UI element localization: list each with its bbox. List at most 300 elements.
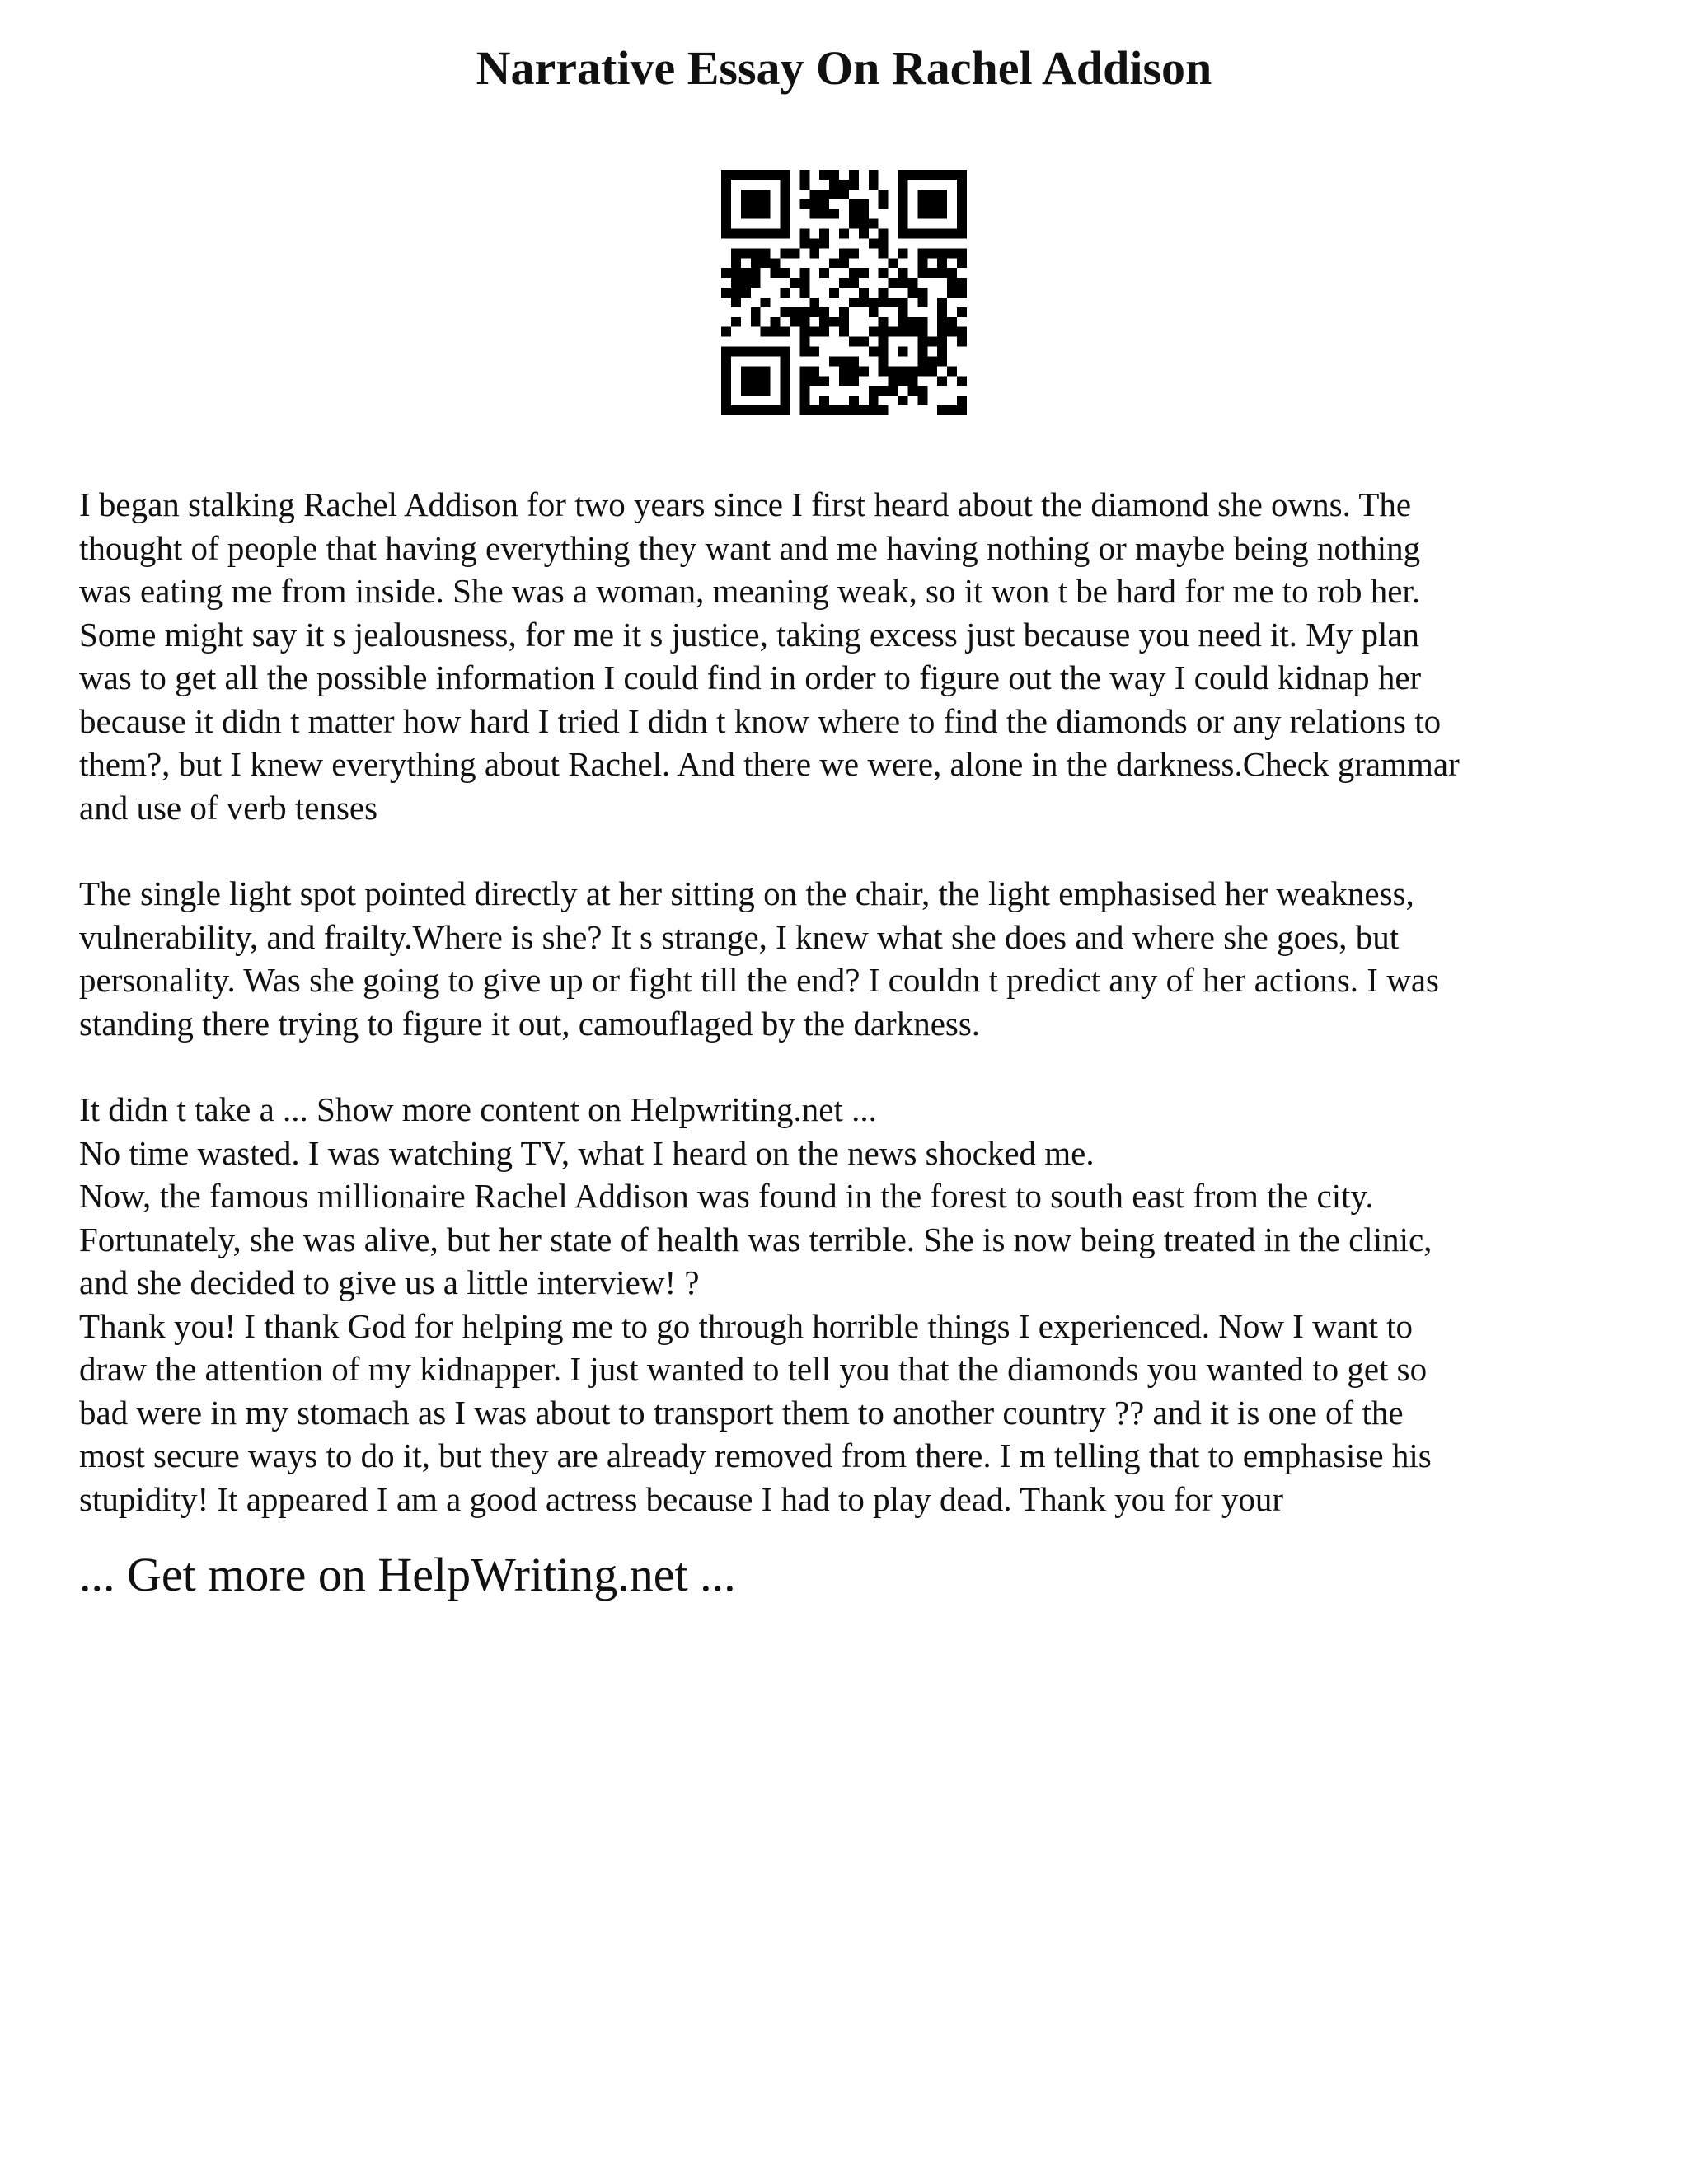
qr-module xyxy=(761,405,771,415)
qr-module xyxy=(839,229,849,239)
qr-module xyxy=(809,238,819,248)
qr-module xyxy=(937,229,947,239)
qr-module xyxy=(751,278,761,288)
qr-module xyxy=(829,170,839,180)
qr-module xyxy=(917,209,927,219)
qr-module xyxy=(809,190,819,199)
qr-module xyxy=(799,347,809,357)
qr-module xyxy=(937,347,947,357)
qr-module xyxy=(879,347,889,357)
qr-module xyxy=(799,317,809,327)
qr-module xyxy=(741,366,751,376)
qr-module xyxy=(771,170,781,180)
qr-module xyxy=(809,327,819,337)
text-line: No time wasted. I was watching TV, what I heard on the news shocked me. xyxy=(79,1133,1095,1172)
qr-module xyxy=(741,209,751,219)
qr-module xyxy=(947,268,957,278)
qr-module xyxy=(917,317,927,327)
qr-module xyxy=(849,366,859,376)
qr-module xyxy=(809,376,819,386)
qr-module xyxy=(781,248,790,258)
qr-module xyxy=(957,396,967,405)
qr-module xyxy=(741,347,751,357)
qr-module xyxy=(957,278,967,288)
qr-module xyxy=(741,268,751,278)
qr-module xyxy=(898,278,908,288)
qr-module xyxy=(849,278,859,288)
qr-module xyxy=(849,376,859,386)
text-line: and use of verb tenses xyxy=(79,788,378,827)
qr-module xyxy=(917,258,927,268)
qr-module xyxy=(859,366,869,376)
qr-module xyxy=(809,347,819,357)
qr-module xyxy=(839,366,849,376)
qr-module xyxy=(917,190,927,199)
text-line: and she decided to give us a little interview! ? xyxy=(79,1263,700,1301)
qr-module xyxy=(809,307,819,317)
text-line: was eating me from inside. She was a woman, meaning weak, so it won t be hard for me to rob her. xyxy=(79,572,1421,610)
qr-module xyxy=(781,229,790,239)
qr-module xyxy=(927,209,937,219)
qr-module xyxy=(741,386,751,396)
qr-module xyxy=(927,356,937,366)
qr-module xyxy=(849,170,859,180)
qr-module xyxy=(819,209,829,219)
qr-module xyxy=(947,317,957,327)
qr-module xyxy=(761,199,771,209)
qr-module xyxy=(741,190,751,199)
qr-module xyxy=(790,248,799,258)
qr-module xyxy=(781,396,790,405)
qr-module xyxy=(839,180,849,190)
qr-module xyxy=(957,209,967,219)
qr-module xyxy=(947,327,957,337)
qr-module xyxy=(849,180,859,190)
qr-module xyxy=(917,229,927,239)
qr-module xyxy=(859,405,869,415)
qr-module xyxy=(879,288,889,298)
essay-body xyxy=(79,483,1637,1521)
qr-module xyxy=(819,317,829,327)
qr-module xyxy=(898,229,908,239)
text-line: stupidity! It appeared I am a good actress because I had to play dead. Thank you for your xyxy=(79,1479,1284,1518)
qr-module xyxy=(771,258,781,268)
qr-module xyxy=(799,229,809,239)
qr-module xyxy=(799,366,809,376)
qr-module xyxy=(799,170,809,180)
qr-module xyxy=(721,288,731,298)
qr-module xyxy=(761,347,771,357)
qr-module xyxy=(898,376,908,386)
qr-module xyxy=(937,298,947,307)
page-title: Narrative Essay On Rachel Addison xyxy=(476,41,1212,95)
qr-module xyxy=(799,278,809,288)
qr-module xyxy=(790,278,799,288)
qr-module xyxy=(721,190,731,199)
text-line: vulnerability, and frailty.Where is she? It s strange, I knew what she does and where she goes, but xyxy=(79,917,1400,956)
qr-module xyxy=(879,248,889,258)
qr-module xyxy=(799,180,809,190)
qr-module xyxy=(898,190,908,199)
qr-module xyxy=(879,386,889,396)
qr-module xyxy=(957,337,967,347)
qr-module xyxy=(898,268,908,278)
qr-module xyxy=(829,356,839,366)
qr-module xyxy=(937,327,947,337)
qr-module xyxy=(741,248,751,258)
qr-module xyxy=(937,199,947,209)
qr-module xyxy=(947,229,957,239)
qr-module xyxy=(829,209,839,219)
qr-module xyxy=(781,190,790,199)
qr-module xyxy=(741,288,751,298)
qr-module xyxy=(809,298,819,307)
qr-module xyxy=(721,356,731,366)
text-line: draw the attention of my kidnapper. I just wanted to tell you that the diamonds you wanted to get so xyxy=(79,1350,1428,1388)
qr-module xyxy=(751,347,761,357)
qr-module xyxy=(771,347,781,357)
qr-module xyxy=(731,268,741,278)
qr-module xyxy=(859,219,869,229)
qr-module xyxy=(849,396,859,405)
qr-module xyxy=(947,248,957,258)
qr-module xyxy=(781,376,790,386)
qr-module xyxy=(927,337,937,347)
paragraph-3 xyxy=(79,1088,1637,1521)
qr-module xyxy=(879,298,889,307)
qr-module xyxy=(751,317,761,327)
qr-module xyxy=(721,386,731,396)
qr-module xyxy=(799,307,809,317)
qr-module xyxy=(927,268,937,278)
qr-module xyxy=(781,366,790,376)
qr-module xyxy=(898,366,908,376)
qr-module xyxy=(771,268,781,278)
qr-module xyxy=(781,180,790,190)
paragraph-2 xyxy=(79,872,1637,1045)
qr-module xyxy=(869,327,879,337)
qr-module xyxy=(869,298,879,307)
qr-module xyxy=(761,248,771,258)
qr-module xyxy=(751,190,761,199)
qr-module xyxy=(889,376,898,386)
qr-module xyxy=(819,268,829,278)
qr-module xyxy=(781,170,790,180)
qr-module xyxy=(917,396,927,405)
qr-module xyxy=(761,170,771,180)
qr-module xyxy=(761,209,771,219)
text-line: I began stalking Rachel Addison for two years since I first heard about the diamond she owns. The xyxy=(79,485,1412,523)
qr-module xyxy=(781,268,790,278)
qr-module xyxy=(839,327,849,337)
qr-module xyxy=(819,238,829,248)
qr-module xyxy=(879,356,889,366)
qr-module xyxy=(731,248,741,258)
qr-module xyxy=(907,376,917,386)
qr-module xyxy=(751,170,761,180)
qr-module xyxy=(849,209,859,219)
qr-module xyxy=(751,405,761,415)
qr-module xyxy=(721,229,731,239)
qr-module xyxy=(741,229,751,239)
qr-module xyxy=(731,258,741,268)
show-more-link[interactable]: It didn t take a ... Show more content on Helpwriting.net ... xyxy=(79,1090,877,1128)
qr-module xyxy=(898,209,908,219)
qr-module xyxy=(879,405,889,415)
qr-module xyxy=(917,356,927,366)
qr-module xyxy=(889,366,898,376)
qr-module xyxy=(761,190,771,199)
qr-module xyxy=(859,337,869,347)
qr-module xyxy=(761,229,771,239)
qr-module xyxy=(907,229,917,239)
text-line: bad were in my stomach as I was about to transport them to another country ?? and it is one of the xyxy=(79,1393,1404,1432)
qr-module xyxy=(947,170,957,180)
qr-module xyxy=(957,307,967,317)
qr-module xyxy=(869,347,879,357)
qr-module xyxy=(751,366,761,376)
get-more-link[interactable]: ... Get more on HelpWriting.net ... xyxy=(79,1548,736,1601)
qr-module xyxy=(721,396,731,405)
text-line: standing there trying to figure it out, camouflaged by the darkness. xyxy=(79,1004,981,1043)
paragraph-1 xyxy=(79,483,1637,829)
qr-module xyxy=(957,229,967,239)
text-line: Now, the famous millionaire Rachel Addison was found in the forest to south east from the city. xyxy=(79,1177,1374,1215)
qr-module xyxy=(927,366,937,376)
qr-module xyxy=(741,376,751,386)
text-line: most secure ways to do it, but they are already removed from there. I m telling that to emphasise his xyxy=(79,1436,1432,1474)
qr-module xyxy=(731,347,741,357)
qr-module xyxy=(799,199,809,209)
qr-module xyxy=(869,170,879,180)
qr-module xyxy=(879,238,889,248)
qr-module xyxy=(819,307,829,317)
text-line: The single light spot pointed directly at her sitting on the chair, the light emphasised her weakness, xyxy=(79,874,1414,912)
qr-module xyxy=(829,180,839,190)
qr-module xyxy=(907,327,917,337)
qr-module xyxy=(829,405,839,415)
qr-module xyxy=(947,288,957,298)
qr-module xyxy=(839,307,849,317)
text-line: Thank you! I thank God for helping me to go through horrible things I experienced. Now I want to xyxy=(79,1306,1413,1345)
qr-module xyxy=(829,288,839,298)
qr-module xyxy=(927,170,937,180)
qr-module xyxy=(761,376,771,386)
qr-module xyxy=(957,170,967,180)
qr-module xyxy=(917,268,927,278)
qr-module xyxy=(721,219,731,229)
qr-module xyxy=(927,229,937,239)
qr-module xyxy=(937,170,947,180)
qr-module xyxy=(907,317,917,327)
qr-module xyxy=(898,307,908,317)
qr-module xyxy=(721,376,731,386)
qr-module xyxy=(898,298,908,307)
qr-module xyxy=(751,258,761,268)
qr-module xyxy=(741,170,751,180)
qr-module xyxy=(819,229,829,239)
qr-module xyxy=(751,248,761,258)
text-line: Some might say it s jealousness, for me it s justice, taking excess just because you need it. My plan xyxy=(79,615,1420,654)
qr-module xyxy=(799,327,809,337)
qr-module xyxy=(799,288,809,298)
qr-module xyxy=(839,317,849,327)
qr-module xyxy=(879,366,889,376)
qr-module xyxy=(809,366,819,376)
qr-module xyxy=(741,278,751,288)
qr-code-image xyxy=(721,170,967,415)
qr-module xyxy=(898,170,908,180)
qr-module xyxy=(957,258,967,268)
qr-module xyxy=(781,219,790,229)
qr-module xyxy=(937,268,947,278)
text-line: thought of people that having everything they want and me having nothing or maybe being nothing xyxy=(79,528,1421,567)
qr-module xyxy=(781,288,790,298)
qr-module xyxy=(937,258,947,268)
qr-module xyxy=(898,327,908,337)
qr-module xyxy=(947,278,957,288)
text-line: Fortunately, she was alive, but her state of health was terrible. She is now being treated in the clinic, xyxy=(79,1220,1432,1258)
qr-module xyxy=(731,170,741,180)
qr-module xyxy=(721,199,731,209)
qr-module xyxy=(799,386,809,396)
qr-module xyxy=(781,199,790,209)
text-line: was to get all the possible information I could find in order to figure out the way I could kidnap her xyxy=(79,658,1422,696)
qr-module xyxy=(917,288,927,298)
qr-module xyxy=(761,298,771,307)
qr-module xyxy=(859,298,869,307)
qr-module xyxy=(781,327,790,337)
qr-module xyxy=(799,238,809,248)
qr-module xyxy=(889,258,898,268)
qr-module xyxy=(869,405,879,415)
qr-module xyxy=(781,405,790,415)
qr-module xyxy=(761,386,771,396)
qr-module xyxy=(937,405,947,415)
qr-module xyxy=(721,347,731,357)
qr-module xyxy=(819,396,829,405)
qr-module xyxy=(849,405,859,415)
qr-module xyxy=(937,307,947,317)
qr-module xyxy=(898,180,908,190)
qr-module xyxy=(751,199,761,209)
qr-module xyxy=(937,376,947,386)
qr-module xyxy=(731,298,741,307)
qr-module xyxy=(731,288,741,298)
qr-module xyxy=(809,405,819,415)
qr-module xyxy=(721,170,731,180)
qr-module xyxy=(937,209,947,219)
qr-module xyxy=(781,356,790,366)
qr-module xyxy=(781,347,790,357)
qr-module xyxy=(879,327,889,337)
qr-module xyxy=(937,190,947,199)
qr-module xyxy=(917,327,927,337)
qr-module xyxy=(907,366,917,376)
qr-module xyxy=(898,199,908,209)
qr-module xyxy=(927,199,937,209)
qr-module xyxy=(907,386,917,396)
qr-module xyxy=(771,405,781,415)
qr-module xyxy=(731,317,741,327)
text-line: because it didn t matter how hard I tried I didn t know where to find the diamonds or any relations to xyxy=(79,701,1442,740)
qr-module xyxy=(957,248,967,258)
qr-module xyxy=(869,180,879,190)
qr-module xyxy=(849,298,859,307)
qr-module xyxy=(957,219,967,229)
qr-module xyxy=(721,327,731,337)
qr-module xyxy=(907,288,917,298)
qr-module xyxy=(869,307,879,317)
qr-module xyxy=(879,190,889,199)
qr-module xyxy=(889,327,898,337)
qr-module xyxy=(947,405,957,415)
qr-module xyxy=(957,376,967,386)
qr-module xyxy=(799,268,809,278)
qr-module xyxy=(957,180,967,190)
qr-module xyxy=(829,258,839,268)
qr-module xyxy=(819,199,829,209)
qr-module xyxy=(751,229,761,239)
qr-module xyxy=(907,278,917,288)
qr-module xyxy=(859,288,869,298)
qr-module xyxy=(721,180,731,190)
qr-module xyxy=(869,219,879,229)
qr-module xyxy=(781,209,790,219)
qr-module xyxy=(819,405,829,415)
qr-module xyxy=(957,405,967,415)
qr-module xyxy=(839,356,849,366)
qr-module xyxy=(917,170,927,180)
qr-module xyxy=(937,317,947,327)
qr-module xyxy=(809,209,819,219)
qr-module xyxy=(957,327,967,337)
qr-module xyxy=(898,248,908,258)
qr-module xyxy=(927,248,937,258)
qr-module xyxy=(957,199,967,209)
qr-module xyxy=(869,238,879,248)
qr-module xyxy=(819,170,829,180)
qr-module xyxy=(957,288,967,298)
qr-module xyxy=(889,278,898,288)
qr-module xyxy=(917,199,927,209)
qr-module xyxy=(879,229,889,239)
qr-module xyxy=(859,229,869,239)
text-line: them?, but I knew everything about Rachel. And there we were, alone in the darkness.Check grammar xyxy=(79,745,1460,783)
qr-module xyxy=(917,347,927,357)
qr-module xyxy=(927,190,937,199)
qr-module xyxy=(879,268,889,278)
qr-module xyxy=(819,327,829,337)
qr-module xyxy=(869,396,879,405)
qr-module xyxy=(849,337,859,347)
qr-module xyxy=(937,356,947,366)
qr-module xyxy=(917,386,927,396)
qr-module xyxy=(721,405,731,415)
qr-module xyxy=(839,405,849,415)
qr-module xyxy=(761,258,771,268)
qr-module xyxy=(937,248,947,258)
qr-module xyxy=(859,268,869,278)
qr-module xyxy=(781,307,790,317)
qr-module xyxy=(731,229,741,239)
qr-module xyxy=(849,356,859,366)
qr-module xyxy=(751,307,761,317)
qr-module xyxy=(829,190,839,199)
qr-module xyxy=(819,376,829,386)
qr-module xyxy=(937,337,947,347)
qr-module xyxy=(849,199,859,209)
